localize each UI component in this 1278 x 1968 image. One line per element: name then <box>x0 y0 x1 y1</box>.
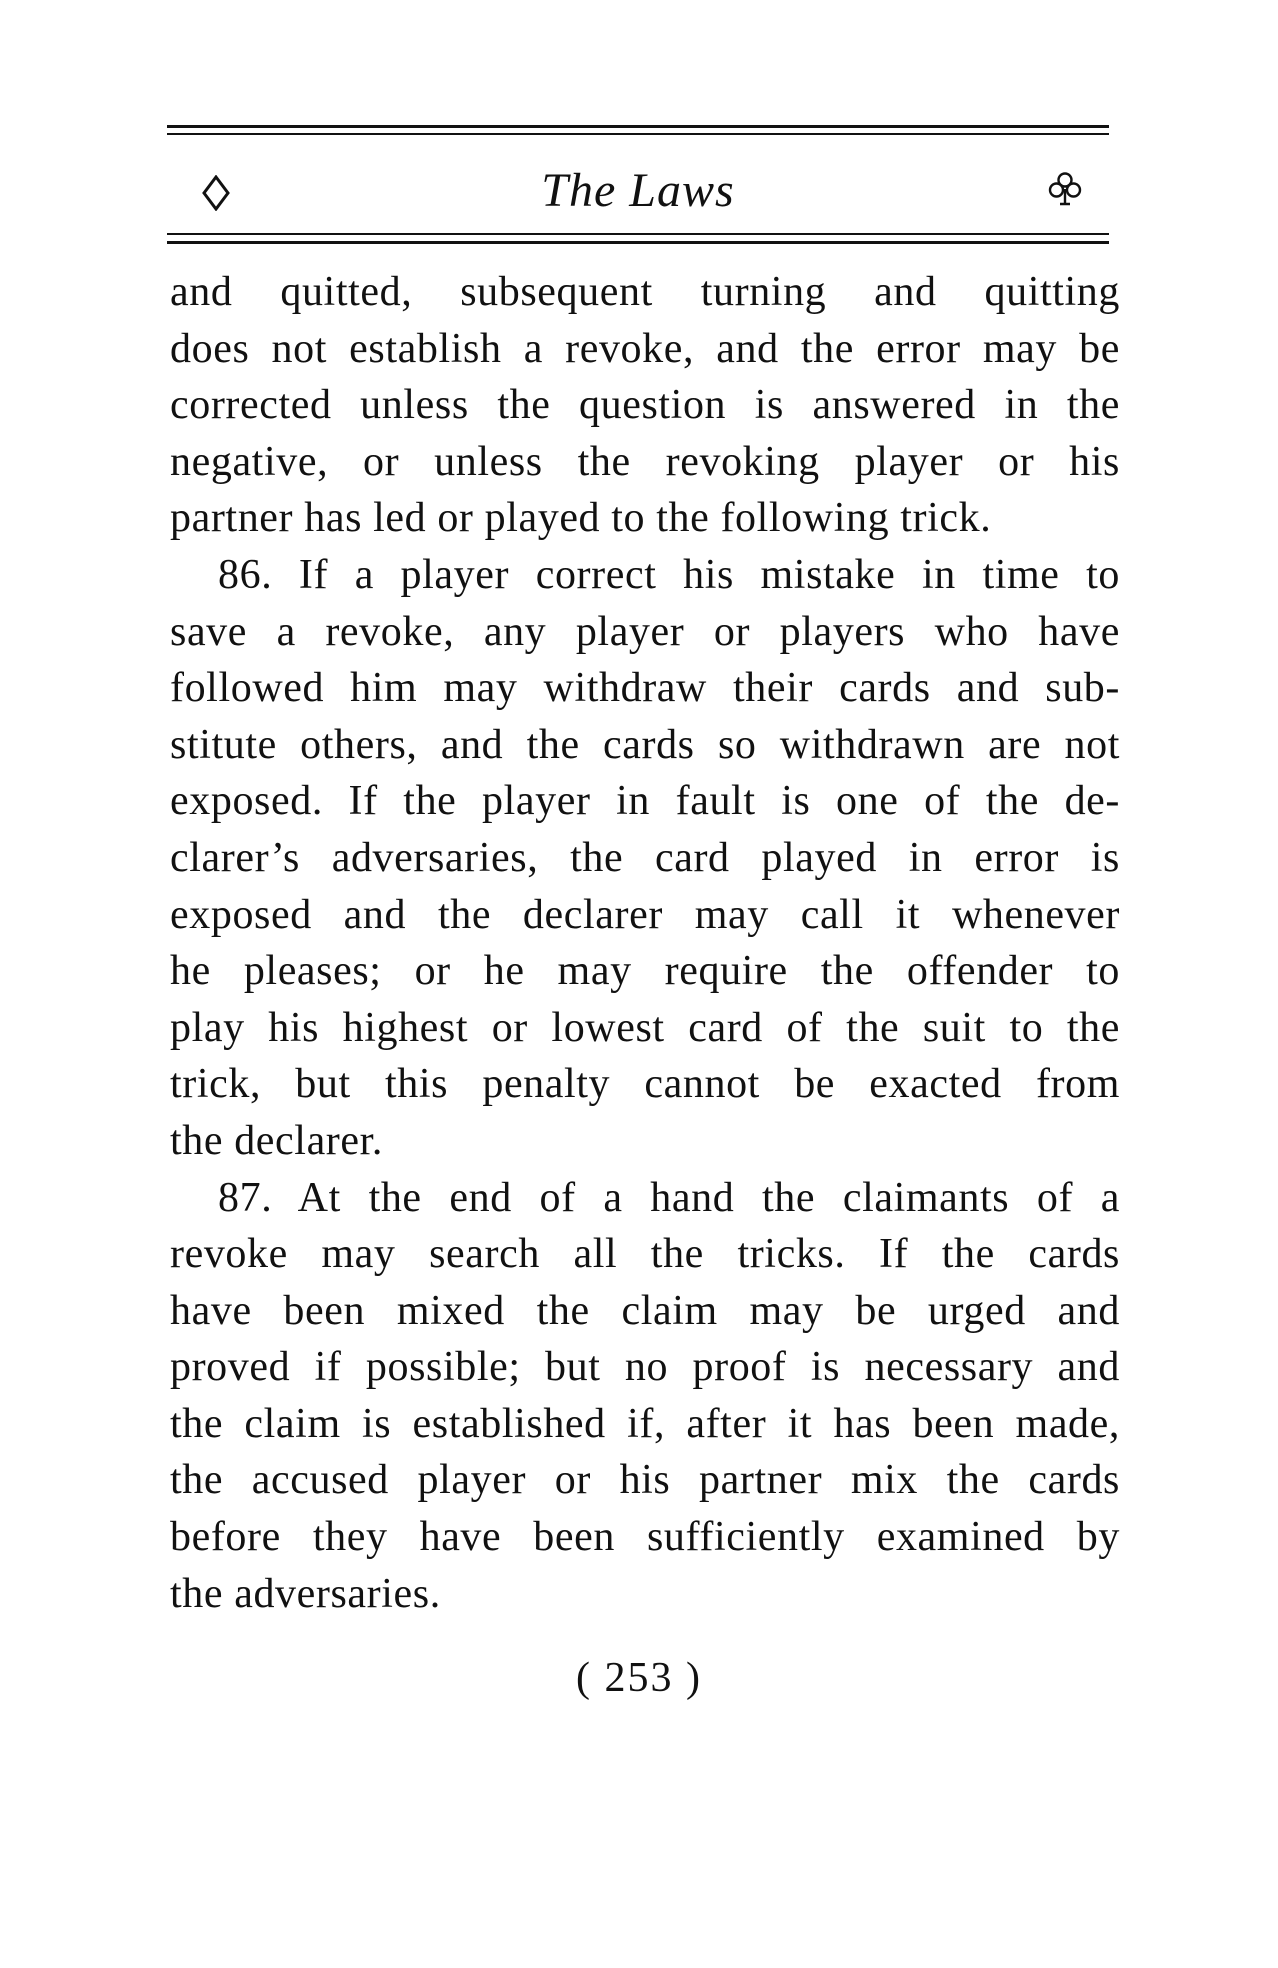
text-line: partner has led or played to the following trick. <box>170 495 992 542</box>
header-rule-bottom-thick <box>167 241 1109 244</box>
text-line: the claim is established if, after it has been made, <box>170 1400 1120 1447</box>
text-line: and quitted, subsequent turning and quitting <box>170 269 1120 315</box>
paragraph-law-86 <box>170 547 1120 1170</box>
text-line: proved if possible; but no proof is necessary and <box>170 1344 1120 1391</box>
header-rule-bottom-thin <box>167 233 1109 235</box>
text-line: he pleases; or he may require the offender to <box>170 948 1120 995</box>
text-line: save a revoke, any player or players who have <box>170 608 1120 655</box>
text-line: have been mixed the claim may be urged and <box>170 1287 1120 1334</box>
text-line: the adversaries. <box>170 1570 441 1617</box>
running-title: The Laws <box>541 164 735 217</box>
text-line: 87. At the end of a hand the claimants of a <box>218 1174 1120 1221</box>
header-rule-top-thick <box>167 125 1109 128</box>
paragraph-law-87 <box>170 1170 1120 1623</box>
text-line: 86. If a player correct his mistake in time to <box>218 551 1120 598</box>
text-line: does not establish a revoke, and the error may be <box>170 325 1120 372</box>
text-line: corrected unless the question is answered in the <box>170 382 1120 429</box>
text-line: exposed and the declarer may call it whenever <box>170 891 1120 938</box>
club-icon <box>1047 171 1083 207</box>
body-text <box>170 264 1120 1622</box>
header-rule-top-thin <box>167 133 1109 135</box>
text-line: followed him may withdraw their cards and sub- <box>170 665 1120 712</box>
text-line: the accused player or his partner mix the cards <box>170 1457 1120 1504</box>
page-number: ( 253 ) <box>576 1655 702 1701</box>
text-line: play his highest or lowest card of the suit to the <box>170 1004 1120 1051</box>
text-line: negative, or unless the revoking player or his <box>170 438 1120 485</box>
text-line: the declarer. <box>170 1117 384 1164</box>
text-line: clarer’s adversaries, the card played in error is <box>170 834 1120 881</box>
paragraph-continuation <box>170 264 1120 547</box>
text-line: before they have been sufficiently examined by <box>170 1514 1120 1561</box>
text-line: revoke may search all the tricks. If the cards <box>170 1231 1120 1278</box>
text-line: exposed. If the player in fault is one of the de- <box>170 778 1120 825</box>
text-line: trick, but this penalty cannot be exacted from <box>170 1061 1120 1108</box>
text-line: stitute others, and the cards so withdrawn are not <box>170 721 1120 768</box>
